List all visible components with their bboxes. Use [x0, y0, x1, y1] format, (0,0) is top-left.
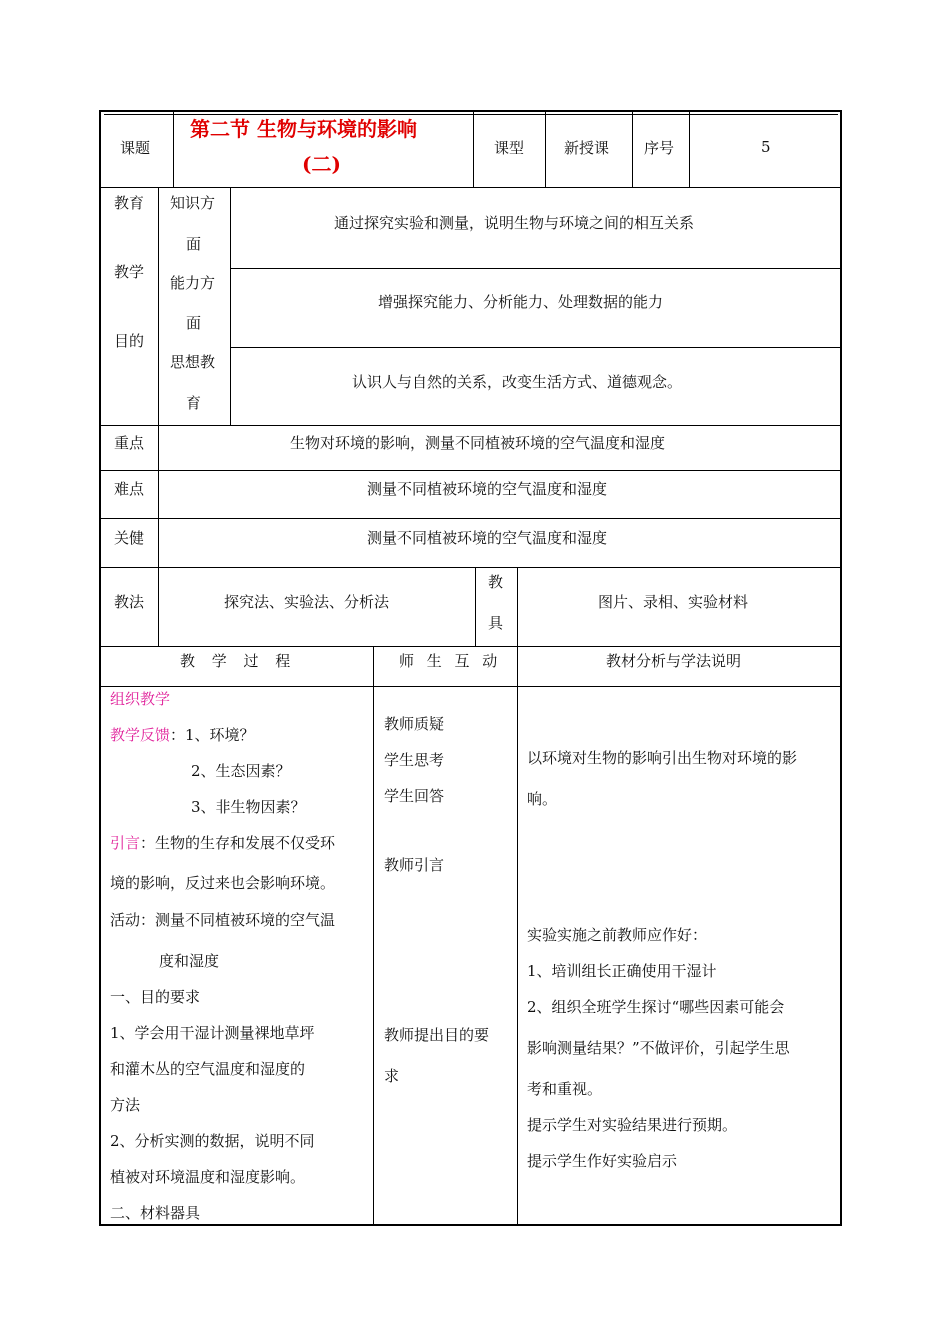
objective-ability: 增强探究能力、分析能力、处理数据的能力	[378, 293, 664, 311]
row-divider	[101, 646, 841, 647]
type-value: 新授课	[564, 139, 610, 157]
interaction-3: 学生回答	[384, 787, 445, 805]
interaction-2: 学生思考	[384, 751, 445, 769]
interaction-5-line2: 求	[384, 1067, 400, 1085]
difficulty-content: 测量不同植被环境的空气温度和湿度	[367, 480, 608, 498]
objective-knowledge: 通过探究实验和测量，说明生物与环境之间的相互关系	[334, 214, 695, 232]
header-interaction: 师 生 互 动	[399, 652, 502, 670]
analysis-4-line1: 2、组织全班学生探讨“哪些因素可能会	[527, 998, 785, 1016]
col-divider	[158, 187, 159, 646]
table-inner-border	[104, 114, 838, 115]
header-process: 教 学 过 程	[180, 652, 297, 670]
method-content: 探究法、实验法、分析法	[224, 593, 390, 611]
col-divider	[473, 112, 474, 187]
crux-label: 关健	[114, 529, 145, 547]
analysis-3: 1、培训组长正确使用干湿计	[527, 962, 717, 980]
feedback-label: 教学反馈	[110, 726, 171, 744]
seq-value: 5	[761, 138, 771, 156]
row-divider	[101, 425, 841, 426]
col-divider	[632, 112, 633, 187]
intro-line2: 境的影响，反过来也会影响环境。	[110, 874, 336, 892]
objectives-label-3: 目的	[114, 332, 145, 350]
goal2-line2: 植被对环境温度和湿度影响。	[110, 1168, 306, 1186]
tools-content: 图片、录相、实验材料	[598, 593, 749, 611]
aspect-ability-line2: 面	[186, 314, 202, 332]
feedback-item-2: 2、生态因素？	[191, 762, 291, 780]
row-divider	[101, 567, 841, 568]
objective-ideology: 认识人与自然的关系，改变生活方式、道德观念。	[352, 373, 683, 391]
feedback-item-1: ：1、环境？	[170, 726, 255, 744]
analysis-4-line2: 影响测量结果？”不做评价，引起学生思	[527, 1039, 790, 1057]
activity-line2: 度和湿度	[159, 952, 220, 970]
objectives-label-1: 教育	[114, 194, 145, 212]
process-organize: 组织教学	[110, 690, 171, 708]
aspect-ideology-line2: 育	[186, 394, 202, 412]
tools-label-2: 具	[488, 614, 504, 632]
process-intro	[110, 833, 335, 853]
col-divider	[689, 112, 690, 187]
analysis-6: 提示学生作好实验启示	[527, 1152, 678, 1170]
goal1-line2: 和灌木丛的空气温度和湿度的	[110, 1060, 306, 1078]
aspect-ability-line1: 能力方	[170, 274, 216, 292]
section-goals: 一、目的要求	[110, 988, 201, 1006]
row-divider	[230, 268, 841, 269]
intro-line1: ：生物的生存和发展不仅受环	[140, 834, 336, 852]
difficulty-label: 难点	[114, 480, 145, 498]
type-label: 课型	[494, 139, 525, 157]
col-divider	[373, 646, 374, 1224]
col-divider	[545, 112, 546, 187]
aspect-knowledge-line1: 知识方	[170, 194, 216, 212]
topic-label: 课题	[120, 139, 151, 157]
topic-title-line1: 第二节 生物与环境的影响	[190, 117, 417, 141]
row-divider	[101, 686, 841, 687]
analysis-2: 实验实施之前教师应作好：	[527, 926, 708, 944]
topic-title-line2: (二)	[302, 152, 341, 176]
interaction-1: 教师质疑	[384, 715, 445, 733]
method-label: 教法	[114, 593, 145, 611]
intro-label: 引言	[110, 834, 141, 852]
feedback-item-3: 3、非生物因素？	[191, 798, 306, 816]
col-divider	[475, 567, 476, 646]
analysis-1-line1: 以环境对生物的影响引出生物对环境的影	[527, 749, 798, 767]
section-materials: 二、材料器具	[110, 1204, 201, 1222]
goal1-line3: 方法	[110, 1096, 141, 1114]
aspect-knowledge-line2: 面	[186, 235, 202, 253]
col-divider	[517, 567, 518, 1224]
row-divider	[101, 470, 841, 471]
row-divider	[230, 347, 841, 348]
col-divider	[173, 112, 174, 187]
goal1-line1: 1、学会用干湿计测量裸地草坪	[110, 1024, 315, 1042]
objectives-label-2: 教学	[114, 263, 145, 281]
analysis-5: 提示学生对实验结果进行预期。	[527, 1116, 738, 1134]
crux-content: 测量不同植被环境的空气温度和湿度	[367, 529, 608, 547]
process-feedback	[110, 725, 255, 745]
analysis-1-line2: 响。	[527, 790, 558, 808]
interaction-5-line1: 教师提出目的要	[384, 1026, 490, 1044]
key-point-content: 生物对环境的影响，测量不同植被环境的空气温度和湿度	[290, 434, 666, 452]
goal2-line1: 2、分析实测的数据，说明不同	[110, 1132, 315, 1150]
row-divider	[101, 187, 841, 188]
header-analysis: 教材分析与学法说明	[606, 652, 742, 670]
seq-label: 序号	[644, 139, 675, 157]
key-point-label: 重点	[114, 434, 145, 452]
activity-line1: 活动：测量不同植被环境的空气温	[110, 911, 336, 929]
col-divider	[230, 187, 231, 425]
analysis-4-line3: 考和重视。	[527, 1080, 603, 1098]
row-divider	[101, 518, 841, 519]
aspect-ideology-line1: 思想教	[170, 353, 216, 371]
interaction-4: 教师引言	[384, 856, 445, 874]
tools-label-1: 教	[488, 573, 504, 591]
